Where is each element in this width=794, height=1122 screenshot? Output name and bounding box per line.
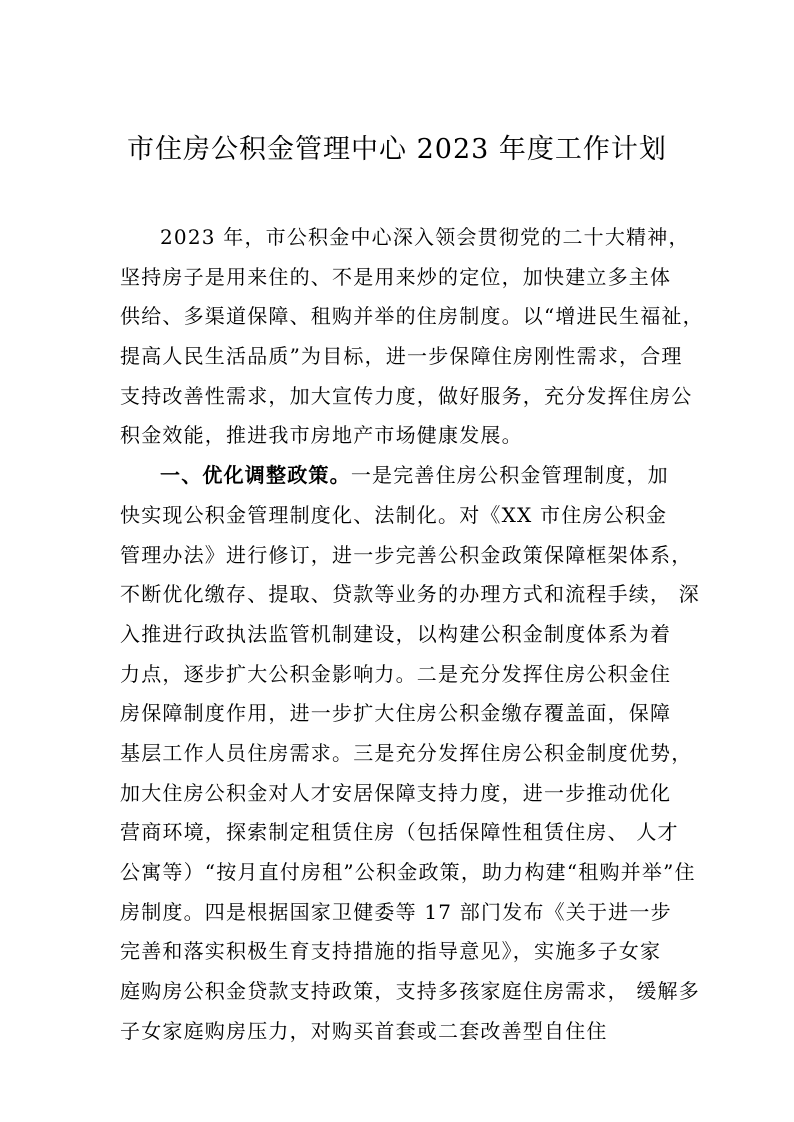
text-line: 力点，逐步扩大公积金影响力。二是充分发挥住房公积金住	[120, 661, 672, 686]
text-line: 不断优化缴存、提取、贷款等业务的办理方式和流程手续， 深	[120, 582, 700, 607]
text-line: 管理办法》进行修订，进一步完善公积金政策保障框架体系，	[120, 542, 693, 567]
text-line: 房保障制度作用，进一步扩大住房公积金缴存覆盖面，保障	[120, 701, 672, 726]
text-line	[120, 456, 690, 496]
text-line: 2023 年，市公积金中心深入领会贯彻党的二十大精神，	[160, 225, 690, 249]
text-line: 坚持房子是用来住的、不是用来炒的定位，加快建立多主体	[120, 264, 672, 289]
text-line: 公寓等）“按月直付房租”公积金政策，助力构建“租购并举”住	[120, 860, 696, 884]
text-line: 庭购房公积金贷款支持政策，支持多孩家庭住房需求， 缓解多	[120, 979, 700, 1004]
text-line: 基层工作人员住房需求。三是充分发挥住房公积金制度优势，	[120, 740, 693, 765]
text-line: 营商环境，探索制定租赁住房（包括保障性租赁住房、 人才	[120, 820, 679, 845]
text-line: 子女家庭购房压力，对购买首套或二套改善型自住住	[120, 1018, 608, 1043]
text-line: 加大住房公积金对人才安居保障支持力度，进一步推动优化	[120, 780, 672, 805]
text-line: 提高人民生活品质”为目标，进一步保障住房刚性需求，合理	[120, 344, 683, 369]
text-line: 快实现公积金管理制度化、法制化。对《XX 市住房公积金	[120, 502, 668, 527]
document-body	[120, 218, 704, 1051]
paragraph-intro	[120, 218, 704, 456]
paragraph-section-1	[120, 456, 700, 1051]
text-line: 房制度。四是根据国家卫健委等 17 部门发布《关于进一步	[120, 899, 672, 924]
document-title: 市住房公积金管理中心 2023 年度工作计划	[127, 134, 667, 165]
section-heading: 一、优化调整政策。	[160, 463, 351, 488]
text-line: 支持改善性需求，加大宣传力度，做好服务，充分发挥住房公	[120, 383, 693, 408]
text-line: 入推进行政执法监管机制建设，以构建公积金制度体系为着	[120, 621, 672, 646]
section-text: 一是完善住房公积金管理制度，加	[350, 463, 669, 488]
text-line: 积金效能，推进我市房地产市场健康发展。	[120, 423, 523, 448]
text-line: 供给、多渠道保障、租购并举的住房制度。以“增进民生福祉，	[120, 304, 704, 329]
text-line: 完善和落实积极生育支持措施的指导意见》，实施多子女家	[120, 939, 662, 964]
